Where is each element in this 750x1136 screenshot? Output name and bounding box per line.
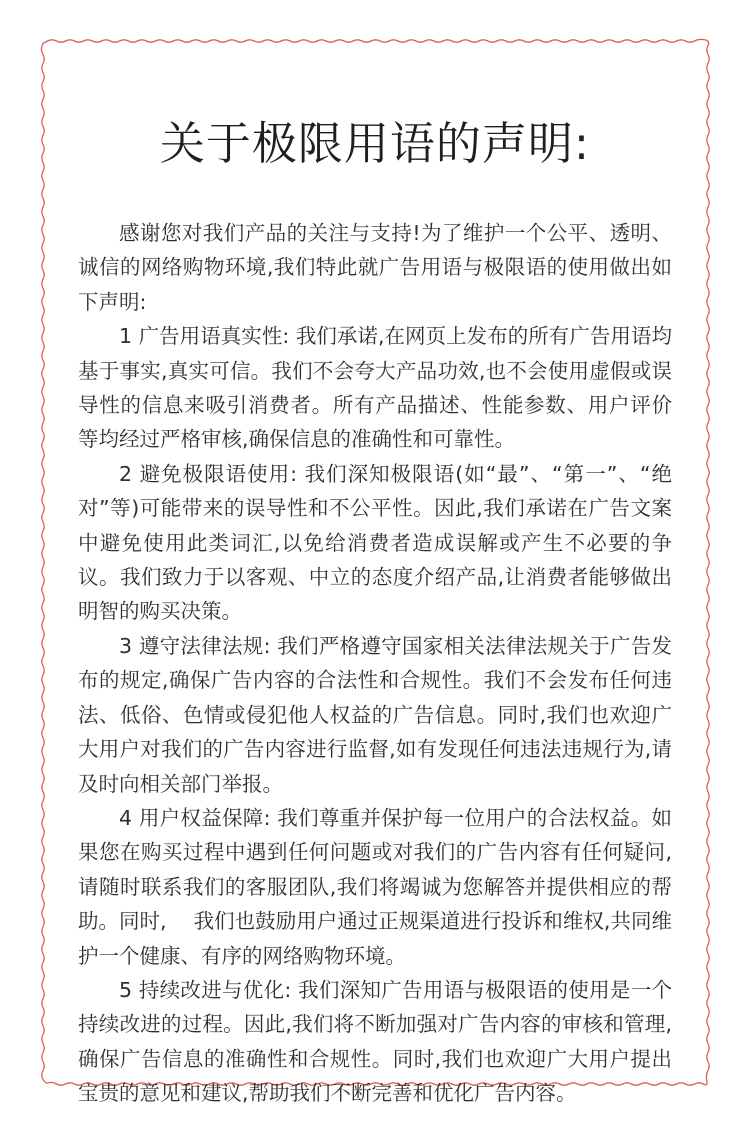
statement-document <box>78 0 672 1136</box>
clause-ad-truthfulness: 1 广告用语真实性: 我们承诺,在网页上发布的所有广告用语均基于事实,真实可信。我们不会夸大产品功效,也不会使用虚假或误导性的信息来吸引消费者。所有产品描述、性能参数、用户评价等均经过严格审核,确保信息的准确性和可靠性。 <box>78 324 672 452</box>
statement-body <box>78 216 672 1111</box>
clause-avoid-extreme-words: 2 避免极限语使用: 我们深知极限语(如“最”、“第一”、“绝对”等)可能带来的误导性和不公平性。因此,我们承诺在广告文案中避免使用此类词汇,以免给消费者造成误解或产生不必要的争议。我们致力于以客观、中立的态度介绍产品,让消费者能够做出明智的购买决策。 <box>78 461 672 624</box>
intro-paragraph: 感谢您对我们产品的关注与支持!为了维护一个公平、透明、诚信的网络购物环境,我们特此就广告用语与极限语的使用做出如下声明: <box>78 221 672 314</box>
clause-continuous-improvement: 5 持续改进与优化: 我们深知广告用语与极限语的使用是一个持续改进的过程。因此,我们将不断加强对广告内容的审核和管理,确保广告信息的准确性和合规性。同时,我们也欢迎广大用户提出宝贵的意见和建议,帮助我们不断完善和优化广告内容。 <box>78 977 672 1106</box>
clause-user-rights: 4 用户权益保障: 我们尊重并保护每一位用户的合法权益。如果您在购买过程中遇到任何问题或对我们的广告内容有任何疑问,请随时联系我们的客服团队,我们将竭诚为您解答并提供相应的帮助。同时, 我们也鼓励用户通过正规渠道进行投诉和维权,共同维护一个健康、有序的网络购物环境。 <box>78 805 672 968</box>
page-title: 关于极限用语的声明: <box>159 117 591 170</box>
clause-legal-compliance: 3 遵守法律法规: 我们严格遵守国家相关法律法规关于广告发布的规定,确保广告内容的合法性和合规性。我们不会发布任何违法、低俗、色情或侵犯他人权益的广告信息。同时,我们也欢迎广大用户对我们的广告内容进行监督,如有发现任何违法违规行为,请及时向相关部门举报。 <box>78 633 672 796</box>
